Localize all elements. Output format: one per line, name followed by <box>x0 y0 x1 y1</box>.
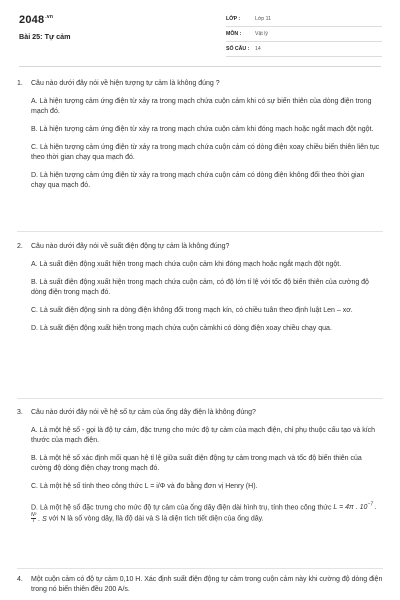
option-d: D. Là hiện tượng cảm ứng điện từ xảy ra trong mạch chứa cuộn cảm có dòng điện không đổi theo thời gian chạy qua mạch đó. <box>31 172 365 189</box>
formula-right: . S <box>38 515 47 523</box>
question-number: 3. <box>17 409 23 416</box>
option-a: A. Là một hệ số - gọi là độ tự cảm, đặc trưng cho mức độ tự cảm của mạch điện, chỉ phụ thuộc cấu tạo và kích thước của mạch điện. <box>31 427 376 444</box>
option-d: D. Là suất điện động xuất hiện trong mạch chứa cuộn cảmkhi có dòng điện xoay chiều chạy qua. <box>31 325 332 332</box>
option-b: B. Là suất điện động xuất hiện trong mạch chứa cuộn cảm, có độ lớn tỉ lệ với tốc độ biến thiên của cường độ dòng điện trong mạch đó. <box>31 279 369 296</box>
option-d-prefix: D. Là một hệ số đặc trưng cho mức độ tự cảm của ống dây điện dài hình trụ, tính theo công thức <box>31 504 332 512</box>
meta-class-label: LỚP : <box>226 16 241 22</box>
meta-subject-label: MÔN : <box>226 31 242 37</box>
question-number: 2. <box>17 243 23 250</box>
fraction-denominator: l <box>33 518 35 525</box>
question-text: Câu nào dưới đây nói về suất điện động tự cảm là không đúng? <box>31 243 230 250</box>
question-stem <box>17 408 383 418</box>
formula-left: L = 4π . 10 <box>333 504 368 512</box>
option-d-suffix: với N là số vòng dây, llà độ dài và S là diện tích tiết diện của ống dây. <box>48 515 264 523</box>
question-stem <box>17 79 383 89</box>
option-a: A. Là suất điện động xuất hiện trong mạch chứa cuộn cảm khi đóng mạch hoặc ngắt mạch đột ngột. <box>31 261 342 268</box>
question-1 <box>17 79 383 191</box>
question-3 <box>17 408 383 525</box>
question-stem <box>17 575 383 595</box>
meta-class-value: Lớp 11 <box>255 16 271 22</box>
question-4 <box>17 575 383 595</box>
meta-class-row <box>226 13 382 27</box>
option-c: C. Là suất điện động sinh ra dòng điện không đổi trong mạch kín, có chiều tuân theo định luật Len – xơ. <box>31 307 353 314</box>
page-title: Bài 25: Tự cảm <box>19 32 71 41</box>
formula: L = 4π . $10^{-7}$ . $\frac{\text{N²}}{l}$ . S <box>31 502 377 525</box>
option-c: C. Là hiện tượng cảm ứng điện từ xảy ra trong mạch chứa cuộn cảm có dòng điện xoay chiều biến thiên liên tục theo thời gian chạy qua mạch đó. <box>31 144 380 161</box>
question-separator <box>17 568 383 569</box>
formula-fraction <box>31 513 36 524</box>
question-stem <box>17 242 383 252</box>
meta-count-value: 14 <box>255 46 261 52</box>
question-text: Câu nào dưới đây nói về hiện tượng tự cảm là không đúng ? <box>31 80 220 87</box>
option-c: C. Là một hệ số tính theo công thức L = i/Φ và đo bằng đơn vị Henry (H). <box>31 483 258 490</box>
meta-subject-row <box>226 28 382 42</box>
question-number: 1. <box>17 80 23 87</box>
question-2 <box>17 242 383 334</box>
logo-text: 2048 <box>19 14 45 26</box>
fraction-numerator: N² <box>31 512 37 519</box>
formula-exponent: −7 <box>367 502 374 508</box>
question-text: Câu nào dưới đây nói về hệ số tự cảm của ống dây điện là không đúng? <box>31 409 256 416</box>
option-b: B. Là một hệ số xác định mối quan hệ tỉ lệ giữa suất điện động tự cảm trong mạch và tốc độ biến thiên của cường độ dòng điện chạy trong mạch đó. <box>31 455 362 472</box>
site-logo[interactable] <box>19 14 53 26</box>
meta-count-label: SỐ CÂU : <box>226 46 250 52</box>
option-d <box>31 500 381 525</box>
header-divider <box>19 66 381 67</box>
question-separator <box>17 231 383 232</box>
logo-suffix: .vn <box>45 14 54 20</box>
question-separator <box>17 398 383 399</box>
option-a: A. Là hiện tượng cảm ứng điện từ xảy ra trong mạch chứa cuộn cảm khi có sự biến thiên của dòng điện trong mạch đó. <box>31 98 372 115</box>
question-text: Một cuộn cảm có độ tự cảm 0,10 H. Xác định suất điện động tự cảm trong cuộn cảm này khi cường độ dòng điện trong nó biến thiên đều 200 A/s. <box>31 576 383 593</box>
meta-count-row <box>226 43 382 57</box>
page-header <box>0 0 400 70</box>
question-number: 4. <box>17 576 23 583</box>
option-b: B. Là hiện tượng cảm ứng điện từ xảy ra trong mạch chứa cuộn cảm khi đóng mạch hoặc ngắt mạch đột ngột. <box>31 126 374 133</box>
meta-subject-value: Vật lý <box>255 31 268 37</box>
